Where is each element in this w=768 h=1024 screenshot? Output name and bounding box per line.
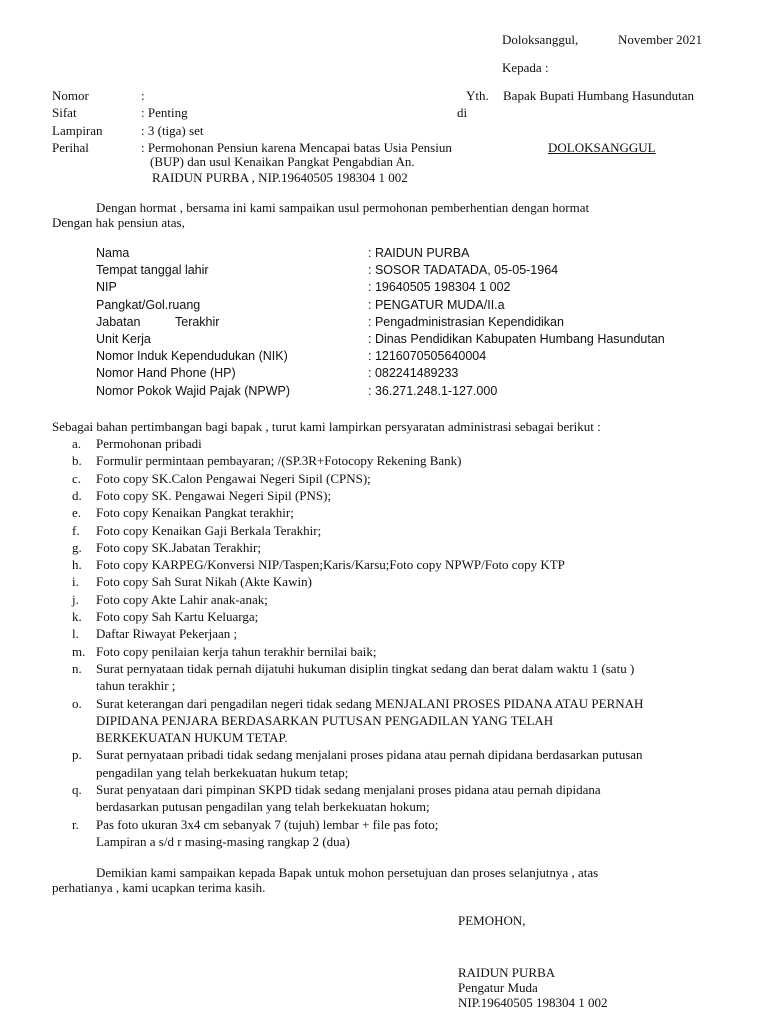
kepada-label: Kepada :	[502, 60, 549, 75]
identity-value: : 36.271.248.1-127.000	[368, 383, 498, 398]
identity-label: Nomor Pokok Wajid Pajak (NPWP)	[96, 383, 291, 398]
identity-label: Tempat tanggal lahir	[96, 263, 209, 278]
identity-label: Nomor Induk Kependudukan (NIK)	[96, 349, 288, 364]
requirement-letter: n.	[72, 660, 82, 676]
nomor-value: :	[141, 88, 145, 103]
requirement-text: Foto copy SK. Pengawai Negeri Sipil (PNS);	[96, 487, 332, 503]
requirements-intro: Sebagai bahan pertimbangan bagi bapak , turut kami lampirkan persyaratan administrasi sebagai berikut :	[52, 419, 601, 434]
di-label: di	[457, 105, 468, 120]
intro-line-2: Dengan hak pensiun atas,	[52, 215, 185, 230]
lampiran-value: : 3 (tiga) set	[141, 123, 204, 138]
perihal-line-2: (BUP) dan usul Kenaikan Pangkat Pengabdian An.	[150, 154, 415, 169]
requirement-text: Permohonan pribadi	[96, 436, 202, 451]
recipient-city: DOLOKSANGGUL	[548, 140, 656, 155]
requirement-letter: g.	[72, 539, 82, 555]
lampiran-label: Lampiran	[52, 123, 103, 138]
closing-line-1: Demikian kami sampaikan kepada Bapak untuk mohon persetujuan dan proses selanjutnya , atas	[96, 865, 599, 880]
identity-label: Unit Kerja	[96, 332, 151, 346]
perihal-line-1: : Permohonan Pensiun karena Mencapai batas Usia Pensiun	[141, 140, 452, 155]
recipient: Bapak Bupati Humbang Hasundutan	[503, 88, 694, 103]
requirement-letter: p.	[72, 747, 82, 763]
identity-label: Pangkat/Gol.ruang	[96, 297, 201, 312]
requirement-letter: d.	[72, 487, 82, 503]
requirement-text: Foto copy Akte Lahir anak-anak;	[96, 591, 268, 607]
requirement-letter: r.	[72, 816, 79, 832]
signature-rank: Pengatur Muda	[458, 980, 538, 995]
requirement-text: BERKEKUATAN HUKUM TETAP.	[96, 730, 288, 746]
requirement-letter: h.	[72, 557, 82, 573]
nomor-label: Nomor	[52, 88, 89, 103]
requirement-text: Foto copy Kenaikan Gaji Berkala Terakhir;	[96, 522, 322, 538]
signature-name: RAIDUN PURBA	[458, 965, 556, 980]
identity-value: : SOSOR TADATADA, 05-05-1964	[368, 263, 559, 278]
perihal-label: Perihal	[52, 140, 89, 155]
requirement-text: Surat keterangan dari pengadilan negeri tidak sedang MENJALANI PROSES PIDANA ATAU PERNAH	[96, 695, 644, 711]
requirement-text: Foto copy Sah Kartu Keluarga;	[96, 609, 259, 624]
requirement-text: Surat pernyataan pribadi tidak sedang menjalani proses pidana atau pernah dipidana berdasarkan putusan	[96, 747, 643, 763]
requirement-text: Pas foto ukuran 3x4 cm sebanyak 7 (tujuh) lembar + file pas foto;	[96, 816, 439, 832]
requirement-text: Foto copy Sah Surat Nikah (Akte Kawin)	[96, 574, 312, 590]
identity-value: : 082241489233	[368, 366, 459, 381]
requirement-text: DIPIDANA PENJARA BERDASARKAN PUTUSAN PENGADILAN YANG TELAH	[96, 712, 554, 728]
requirement-text: Surat penyataan dari pimpinan SKPD tidak sedang menjalani proses pidana atau pernah dipidana	[96, 782, 601, 797]
requirement-text: Foto copy SK.Calon Pengawai Negeri Sipil (CPNS);	[96, 470, 371, 486]
requirement-letter: o.	[72, 695, 82, 711]
requirement-letter: c.	[72, 470, 82, 486]
requirement-text: Foto copy SK.Jabatan Terakhir;	[96, 539, 261, 555]
sifat-value: : Penting	[141, 105, 188, 120]
identity-value: : 19640505 198304 1 002	[368, 280, 511, 295]
identity-value: : PENGATUR MUDA/II.a	[368, 297, 505, 312]
month-year: November 2021	[618, 32, 703, 47]
yth-label: Yth.	[466, 88, 489, 103]
identity-value: : RAIDUN PURBA	[368, 246, 470, 260]
requirement-text: Foto copy KARPEG/Konversi NIP/Taspen;Karis/Karsu;Foto copy NPWP/Foto copy KTP	[96, 557, 565, 573]
identity-value: : Pengadministrasian Kependidikan	[368, 314, 564, 329]
place-date: Doloksanggul,	[502, 32, 579, 47]
requirement-text: Surat pernyataan tidak pernah dijatuhi hukuman disiplin tingkat sedang dan berat dalam waktu 1 (satu )	[96, 660, 635, 676]
identity-label: Nama	[96, 246, 130, 260]
requirement-letter: f.	[72, 522, 80, 538]
requirement-text: Foto copy Kenaikan Pangkat terakhir;	[96, 505, 294, 521]
identity-value: : Dinas Pendidikan Kabupaten Humbang Hasundutan	[368, 332, 665, 346]
requirement-text: pengadilan yang telah berkekuatan hukum tetap;	[96, 764, 349, 780]
requirement-text: Formulir permintaan pembayaran; /(SP.3R+Fotocopy Rekening Bank)	[96, 453, 462, 469]
requirement-text: Lampiran a s/d r masing-masing rangkap 2 (dua)	[96, 833, 350, 849]
requirement-letter: a.	[72, 436, 82, 451]
intro-line-1: Dengan hormat , bersama ini kami sampaikan usul permohonan pemberhentian dengan hormat	[96, 200, 590, 215]
requirement-letter: b.	[72, 453, 82, 469]
requirement-text: berdasarkan putusan pengadilan yang telah berkekuatan hokum;	[96, 799, 430, 815]
requirement-letter: q.	[72, 782, 82, 797]
identity-value: : 1216070505640004	[368, 349, 487, 364]
sifat-label: Sifat	[52, 105, 77, 120]
identity-label: Nomor Hand Phone (HP)	[96, 366, 236, 381]
requirement-letter: e.	[72, 505, 82, 521]
requirement-letter: j.	[72, 591, 79, 607]
signature-nip: NIP.19640505 198304 1 002	[458, 995, 608, 1010]
requirement-letter: i.	[72, 574, 79, 590]
identity-label: Jabatan Terakhir	[96, 314, 220, 329]
requirement-letter: l.	[72, 626, 79, 642]
requirement-text: tahun terakhir ;	[96, 678, 176, 694]
requirement-letter: k.	[72, 609, 82, 624]
requirement-letter: m.	[72, 643, 86, 659]
perihal-line-3: RAIDUN PURBA , NIP.19640505 198304 1 002	[152, 170, 408, 185]
signature-title: PEMOHON,	[458, 913, 526, 928]
requirement-text: Foto copy penilaian kerja tahun terakhir bernilai baik;	[96, 643, 377, 659]
requirement-text: Daftar Riwayat Pekerjaan ;	[96, 626, 238, 642]
closing-line-2: perhatianya , kami ucapkan terima kasih.	[52, 880, 266, 895]
identity-label: NIP	[96, 280, 117, 295]
